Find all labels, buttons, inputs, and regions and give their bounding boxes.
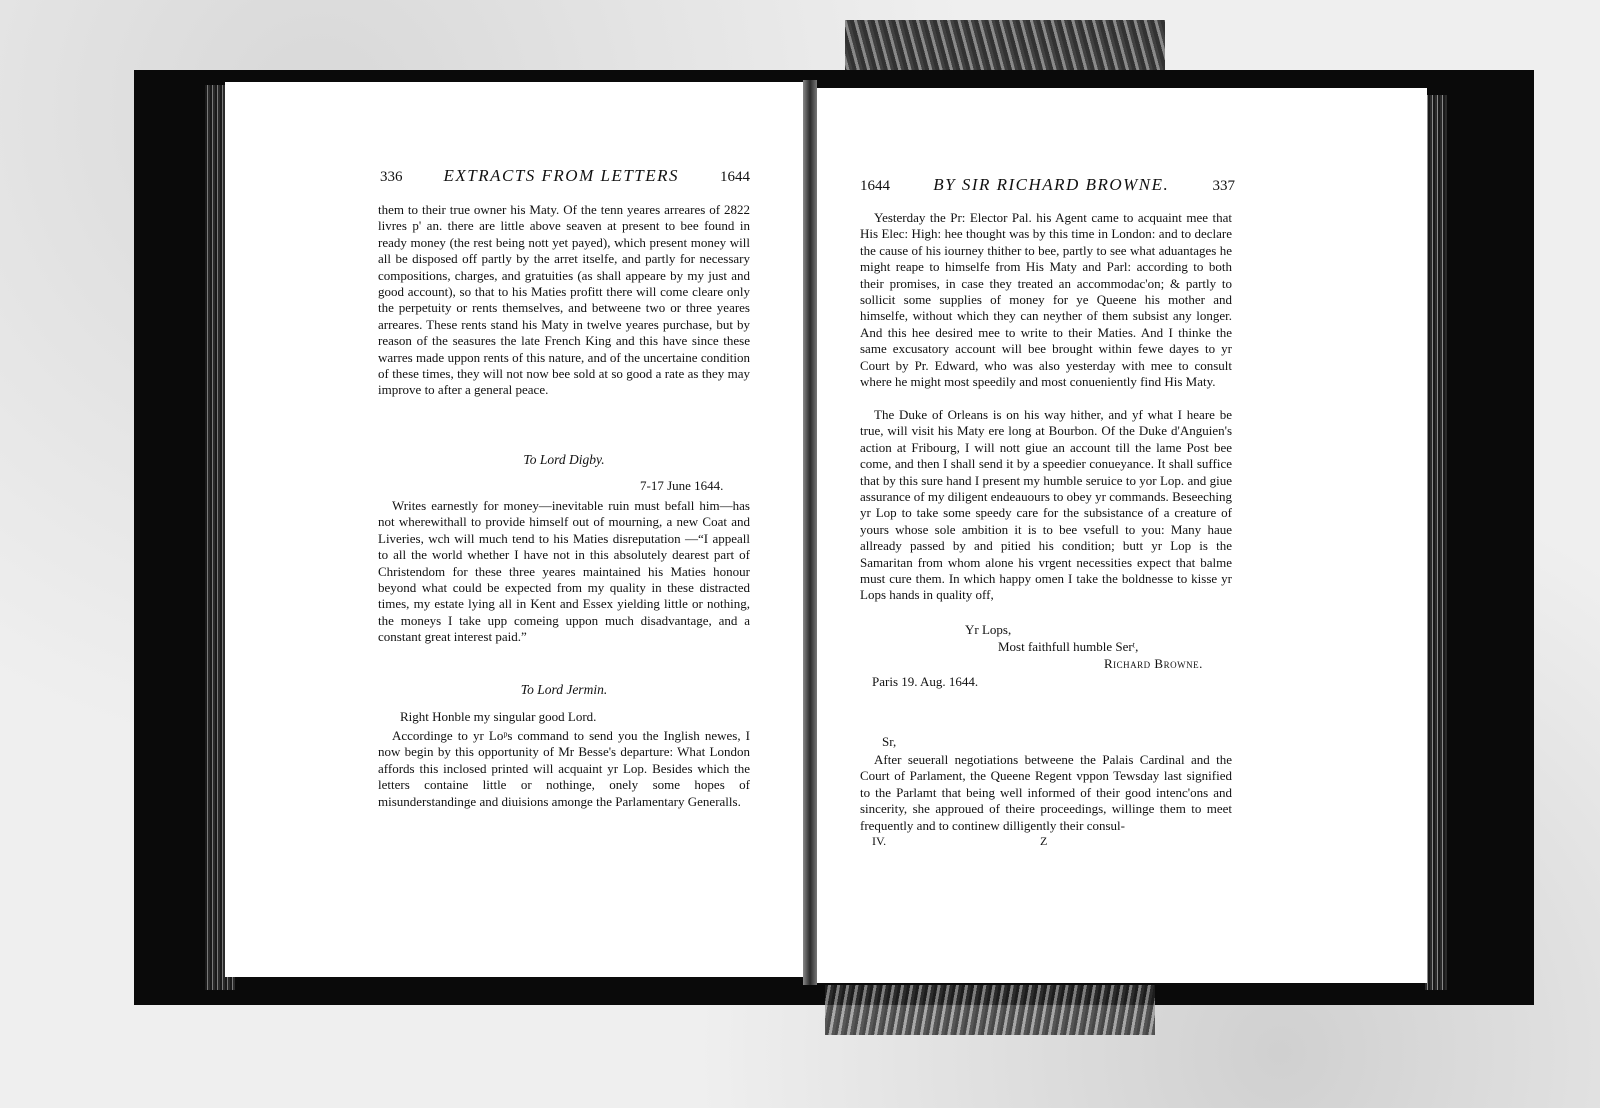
book-gutter bbox=[803, 80, 817, 985]
digby-body-block bbox=[378, 498, 750, 646]
digby-heading: To Lord Digby. bbox=[523, 452, 605, 467]
footer-volume: IV. bbox=[872, 834, 887, 848]
second-salutation: Sr, bbox=[882, 734, 897, 749]
digby-body: Writes earnestly for money—inevitable ruin must befall him—has not wherewithall to provide himself out of mourning, a new Coat and Liveries, wch will much tend to his Maties disreputation —“I appeall to all the world whether I have not in this absolutely dearest part of Christendom for these three yeares maintained his Maties honour beyond what could be expected from my quality in these distracted times, my estate lying all in Kent and Essex yielding little or nothing, the moneys I take upp comeing uppon much disadvantage, and a constant great interest paid.” bbox=[378, 498, 750, 645]
right-para-3-block bbox=[860, 752, 1232, 834]
right-para-1-block bbox=[860, 210, 1232, 390]
right-page-number: 337 bbox=[1212, 178, 1235, 194]
left-running-head bbox=[380, 166, 750, 186]
right-para-2: The Duke of Orleans is on his way hither, and yf what I heare be true, will visit his Maty ere long at Bourbon. Of the Duke d'Anguien's action at Fribourg, I will nott giue an account till the lame Post bee come, and then I shall send it by a speedier conueyance. It shall suffice that by this sure hand I present my humble seruice to yor Lop. and giue assurance of my diligent endeauours to obey yr commands. Beseeching yr Lop to take some speedy care for the subsistance of a creature of yours whose sole ambition it is to bee vsefull to you: Many haue allready passed by and pitied his condition; butt yr Lop is the Samaritan from whom alone his vrgent necessities expect that balme must cure them. In which happy omen I take the boldnesse to kisse yr Lops hands in quality off, bbox=[860, 407, 1232, 603]
closing-line-2: Most faithfull humble Serᵗ, bbox=[998, 639, 1139, 654]
closing-line-1: Yr Lops, bbox=[965, 622, 1012, 637]
footer-signature-mark: Z bbox=[1040, 834, 1048, 848]
digby-date: 7-17 June 1644. bbox=[640, 478, 724, 493]
jermin-salutation: Right Honble my singular good Lord. bbox=[400, 709, 597, 724]
place-date: Paris 19. Aug. 1644. bbox=[872, 674, 979, 689]
right-para-3: After seuerall negotiations betweene the Palais Cardinal and the Court of Parlament, the Queene Regent vppon Tewsday last signified to the Parlamt that being well informed of their good intenc'ons and sincerity, she approued of theire proceedings, willinge them to meet frequently and to continew dilligently their consul- bbox=[860, 752, 1232, 833]
right-header-year: 1644 bbox=[860, 178, 890, 194]
right-page-edges bbox=[1425, 95, 1447, 990]
signature-richard-browne: Richard Browne. bbox=[1104, 656, 1203, 671]
left-header-year: 1644 bbox=[719, 169, 750, 185]
right-para-2-block bbox=[860, 407, 1232, 604]
right-running-title: BY SIR RICHARD BROWNE. bbox=[933, 175, 1170, 194]
book-spine-bottom bbox=[825, 985, 1155, 1035]
right-para-1: Yesterday the Pr: Elector Pal. his Agent came to acquaint mee that His Elec: High: hee thought was by this time in London: and to declare the cause of his iourney thither to bee, partly to see what aduantages he might reape to himselfe from His Maty and Parl: according to both their promises, in case they treated an accommodac'on; & partly to sollicit some supplies of money for ye Queene his mother and himselfe, without which they can neyther of them subsist any longer. And this hee desired mee to write to their Maties. And I thinke the same excusatory account will bee brought within fewe dayes to yr Court by Pr. Edward, who was also yesterday with mee to consult where he might most speedily and most conueniently find His Maty. bbox=[860, 210, 1232, 390]
jermin-heading: To Lord Jermin. bbox=[520, 682, 608, 697]
left-opening-paragraph: them to their true owner his Maty. Of the tenn yeares arreares of 2822 livres p' an. there are little above seaven at present to bee found in ready money (the rest being nott yet payed), which present money will all be disposed off partly by the arret itselfe, and partly for necessary compositions, charges, and gratuities (as shall appeare by my just and good account), so that to his Maties profitt there will come cleare only the perpetuity or rents themselves, and betweene two or three yeares arreares. These rents stand his Maty in twelve yeares purchase, but by reason of the seasures the late French King and this have since these warres made uppon rents of this nature, and of the uncertaine condition of these times, they will not now bee sold at so good a rate as they may improve to after a general peace. bbox=[378, 202, 750, 398]
jermin-body: Accordinge to yr Loᵖs command to send you the Inglish newes, I now begin by this opportunity of Mr Besse's departure: What London affords this inclosed printed will acquaint yr Lop. Besides which the letters containe little or nothinge, onely some hopes of misunderstandinge and diuisions amonge the Parlamentary Generalls. bbox=[378, 728, 750, 809]
right-running-head bbox=[860, 175, 1235, 195]
left-running-title: EXTRACTS FROM LETTERS bbox=[443, 166, 679, 185]
jermin-body-block bbox=[378, 728, 750, 810]
left-opening-paragraph-block bbox=[378, 202, 750, 399]
left-page-number: 336 bbox=[380, 169, 403, 185]
